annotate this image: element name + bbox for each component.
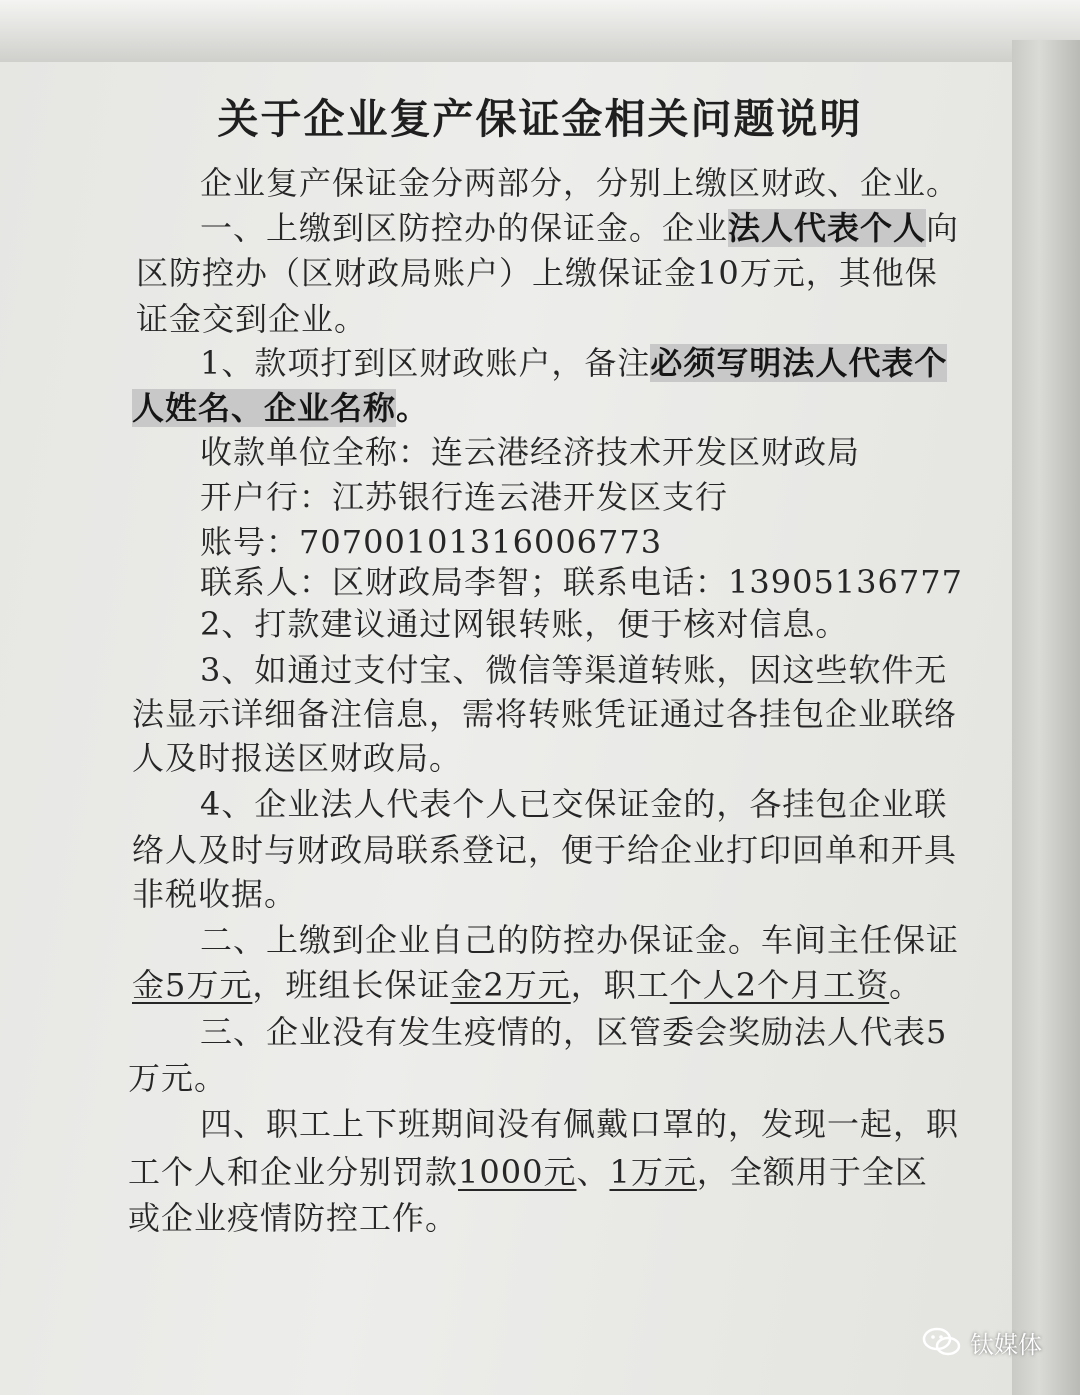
section1-line1 xyxy=(200,208,959,248)
section4-text-e: ，全额用于全区 xyxy=(696,1153,928,1191)
item1-text: 1、款项打到区财政账户，备注 xyxy=(200,344,651,382)
contact-line: 联系人：区财政局李智；联系电话：13905136777 xyxy=(200,563,963,601)
section4-text-c: 、 xyxy=(576,1153,610,1191)
item3-line1: 3、如通过支付宝、微信等渠道转账，因这些软件无 xyxy=(200,651,948,689)
underline-workshop-deposit: 金5万元 xyxy=(132,966,253,1004)
item2-line: 2、打款建议通过网银转账，便于核对信息。 xyxy=(200,605,849,643)
section2-line2 xyxy=(132,965,922,1005)
underline-team-deposit: 金2万元 xyxy=(450,966,571,1004)
item4-line1: 4、企业法人代表个人已交保证金的，各挂包企业联 xyxy=(200,785,948,823)
section2-end: 。 xyxy=(889,966,923,1004)
highlight-legal-rep: 法人代表个人 xyxy=(728,209,927,247)
section3-line2: 万元。 xyxy=(128,1059,228,1097)
section2-line1: 二、上缴到企业自己的防控办保证金。车间主任保证 xyxy=(200,921,960,959)
section4-line3: 或企业疫情防控工作。 xyxy=(128,1199,459,1237)
section1-line3: 证金交到企业。 xyxy=(136,300,368,338)
item4-line2: 络人及时与财政局联系登记，便于给企业打印回单和开具 xyxy=(132,831,958,869)
intro-line: 企业复产保证金分两部分，分别上缴区财政、企业。 xyxy=(200,164,960,202)
watermark xyxy=(922,1320,1062,1364)
payee-line: 收款单位全称：连云港经济技术开发区财政局 xyxy=(200,433,861,471)
item3-line3: 人及时报送区财政局。 xyxy=(132,739,463,777)
item4-line3: 非税收据。 xyxy=(132,875,298,913)
section4-text-a: 工个人和企业分别罚款 xyxy=(128,1153,459,1191)
section2-text-d: ，职工 xyxy=(570,966,670,1004)
underline-fine-company: 1万元 xyxy=(609,1153,697,1191)
section3-line1: 三、企业没有发生疫情的，区管委会奖励法人代表5 xyxy=(200,1013,948,1051)
wechat-icon xyxy=(922,1327,962,1357)
section2-text-b: ，班组长保证 xyxy=(252,966,451,1004)
bank-line: 开户行：江苏银行连云港开发区支行 xyxy=(200,478,729,516)
paper-stack-edge xyxy=(1012,40,1080,1395)
underline-fine-worker: 1000元 xyxy=(458,1153,577,1191)
underline-worker-deposit: 个人2个月工资 xyxy=(669,966,890,1004)
section1-line2: 区防控办（区财政局账户）上缴保证金10万元，其他保 xyxy=(136,254,938,292)
document-title: 关于企业复产保证金相关问题说明 xyxy=(217,95,863,143)
watermark-text: 钛媒体 xyxy=(970,1330,1042,1359)
section4-line1: 四、职工上下班期间没有佩戴口罩的，发现一起，职 xyxy=(200,1105,960,1143)
section1-line1-end: 向 xyxy=(926,209,960,247)
photo-top-shadow xyxy=(0,0,1080,62)
item3-line2: 法显示详细备注信息，需将转账凭证通过各挂包企业联络 xyxy=(132,695,958,733)
item1-line2 xyxy=(132,388,429,428)
section4-line2 xyxy=(128,1152,928,1192)
account-line: 账号：70700101316006773 xyxy=(200,523,663,561)
highlight-name-company: 人姓名、企业名称 xyxy=(132,389,397,427)
item1-end: 。 xyxy=(396,389,430,427)
item1-line1 xyxy=(200,343,947,383)
highlight-must-note: 必须写明法人代表个 xyxy=(650,344,948,382)
section1-line1-text: 一、上缴到区防控办的保证金。企业 xyxy=(200,209,729,247)
